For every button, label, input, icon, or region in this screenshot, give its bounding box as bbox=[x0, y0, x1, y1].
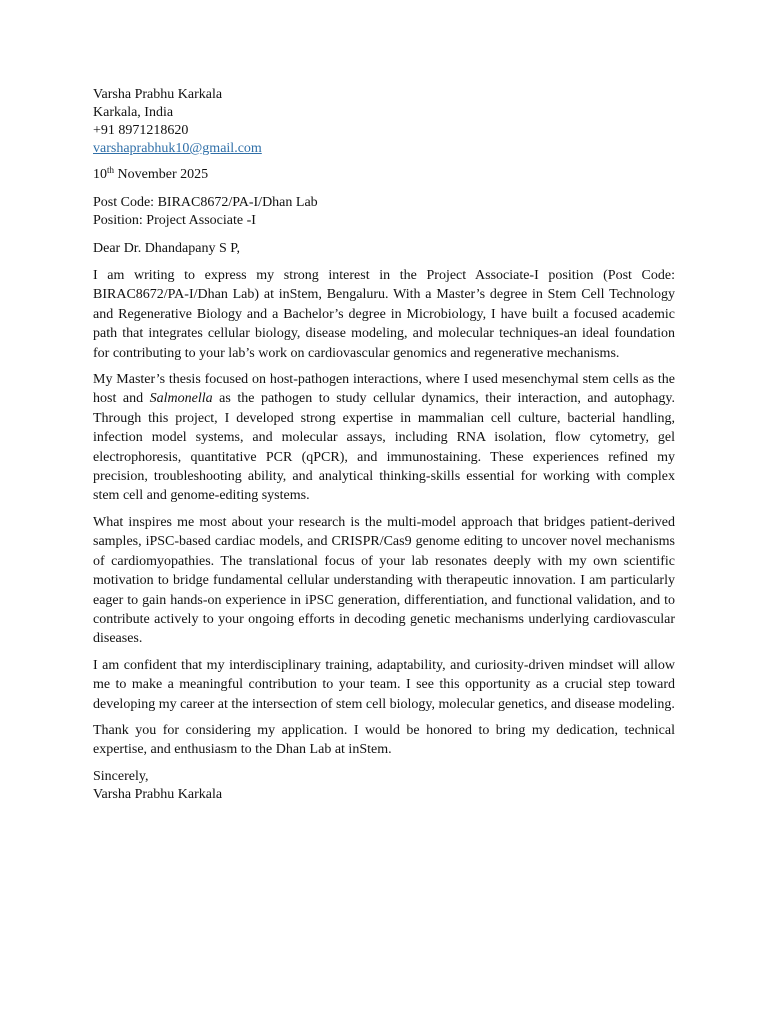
sender-phone: +91 8971218620 bbox=[93, 123, 189, 138]
paragraph-thesis bbox=[93, 370, 675, 506]
paragraph-research-interest: What inspires me most about your research is the multi-model approach that bridges patient-derived samples, iPSC-based cardiac models, and CRISPR/Cas9 genome editing to uncover novel mechanisms of cardiomyopathies. The translational focus of your lab resonates deeply with my own scientific motivation to bridge fundamental cellular understanding with therapeutic innovation. I am particularly eager to gain hands-on experience in iPSC generation, differentiation, and functional validation, and to contribute actively to your ongoing efforts in decoding genetic mechanisms underlying cardiovascular diseases. bbox=[93, 514, 675, 647]
date-suffix: th bbox=[107, 165, 115, 175]
paragraph-thanks: Thank you for considering my application. I would be honored to bring my dedication, technical expertise, and enthusiasm to the Dhan Lab at inStem. bbox=[93, 722, 675, 758]
paragraph-thesis-part-1: My Master’s thesis focused on host-pathogen interactions, where I used mesenchymal stem cells as the host and bbox=[93, 372, 675, 407]
date-day: 10 bbox=[93, 167, 107, 182]
paragraph-thesis-part-2: as the pathogen to study cellular dynamics, their interaction, and autophagy. Through this project, I developed strong expertise in mammalian cell culture, bacterial handling, infection model systems, and molecular assays, including RNA isolation, flow cytometry, gel electrophoresis, quantitative PCR (qPCR), and immunostaining. These experiences refined my precision, troubleshooting ability, and analytical thinking-skills essential for working with complex stem cell and genome-editing systems. bbox=[93, 391, 675, 504]
closing-signoff: Sincerely, bbox=[93, 768, 149, 784]
paragraph-intro: I am writing to express my strong interest in the Project Associate-I position (Post Code: BIRAC8672/PA-I/Dhan Lab) at inStem, Bengaluru. With a Master’s degree in Stem Cell Technology and Regenerative Biology and a Bachelor’s degree in Microbiology, I have built a focused academic path that integrates cellular biology, disease modeling, and molecular techniques-an ideal foundation for contributing to your lab’s work on cardiovascular genomics and regenerative mechanisms. bbox=[93, 268, 675, 361]
sender-name: Varsha Prabhu Karkala bbox=[93, 87, 223, 102]
post-position: Position: Project Associate -I bbox=[93, 213, 256, 228]
date-rest: November 2025 bbox=[114, 167, 209, 182]
letter-date bbox=[93, 166, 675, 184]
paragraph-confidence: I am confident that my interdisciplinary training, adaptability, and curiosity-driven mindset will allow me to make a meaningful contribution to your team. I see this opportunity as a crucial step toward developing my career at the intersection of stem cell biology, molecular genetics, and disease modeling. bbox=[93, 657, 675, 712]
salutation: Dear Dr. Dhandapany S P, bbox=[93, 241, 240, 256]
sender-location: Karkala, India bbox=[93, 105, 174, 120]
closing-block bbox=[93, 768, 675, 804]
post-block bbox=[93, 194, 675, 230]
closing-name: Varsha Prabhu Karkala bbox=[93, 786, 223, 802]
sender-email-link[interactable]: varshaprabhuk10@gmail.com bbox=[93, 141, 262, 156]
sender-block bbox=[93, 86, 675, 158]
post-code: Post Code: BIRAC8672/PA-I/Dhan Lab bbox=[93, 195, 318, 210]
cover-letter bbox=[93, 86, 675, 804]
paragraph-thesis-italic: Salmonella bbox=[149, 391, 213, 407]
